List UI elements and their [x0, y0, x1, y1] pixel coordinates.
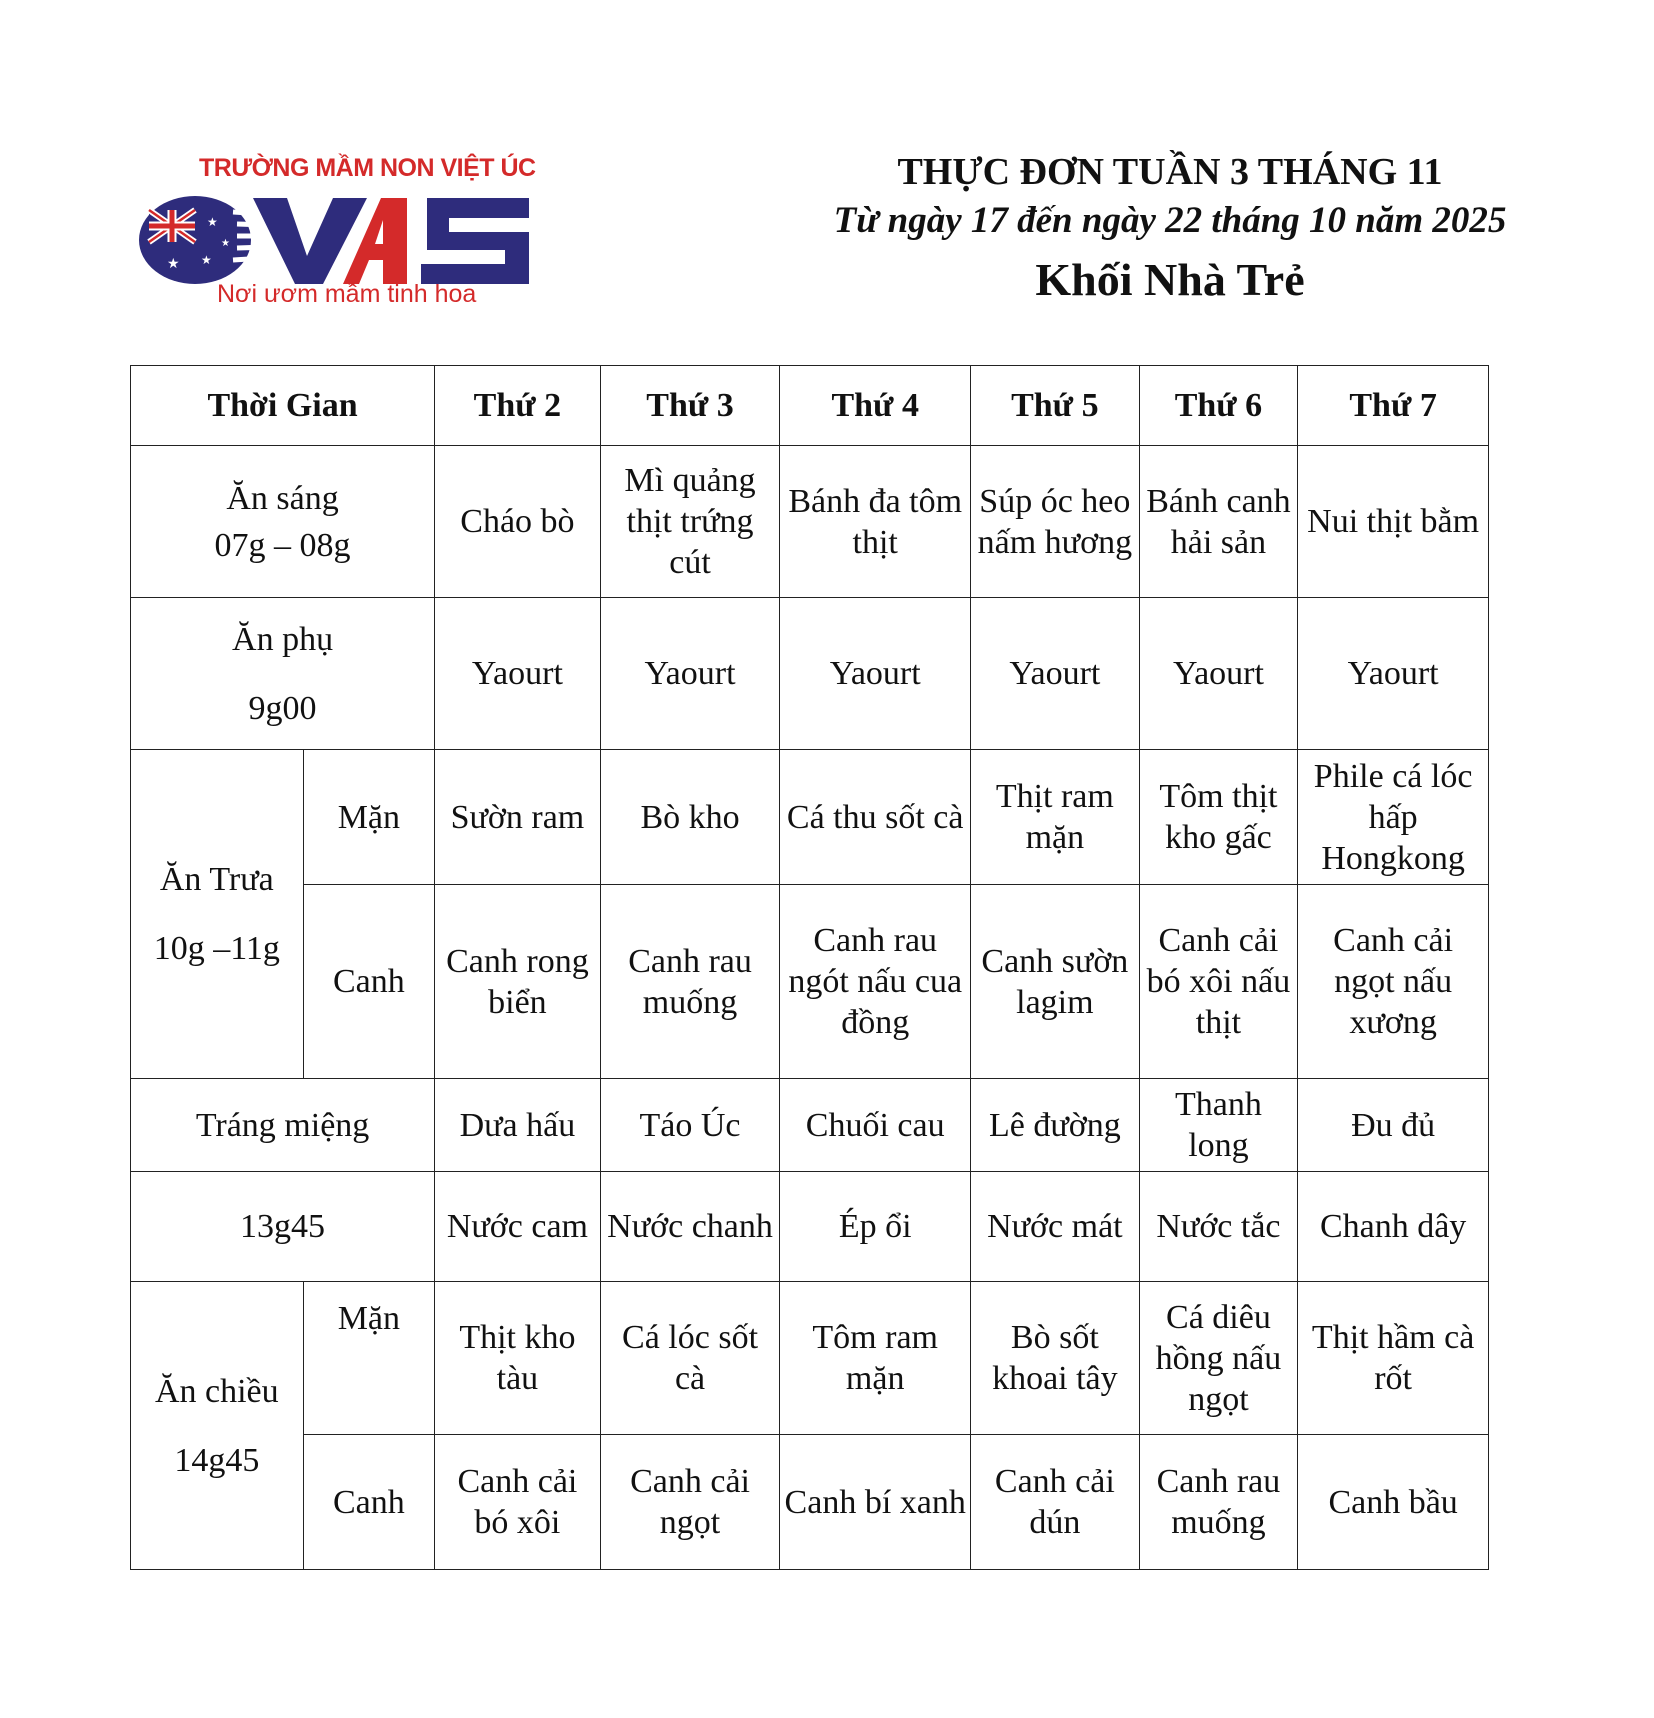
menu-cell: Yaourt [1298, 598, 1489, 750]
school-logo [133, 150, 536, 320]
table-row [131, 598, 1489, 750]
menu-cell: Bánh canh hải sản [1139, 446, 1298, 598]
menu-cell: Canh rau ngót nấu cua đồng [780, 885, 971, 1079]
sub-label-canh: Canh [303, 885, 434, 1079]
menu-cell: Canh cải ngọt [600, 1435, 780, 1570]
menu-cell: Phile cá lóc hấp Hongkong [1298, 750, 1489, 885]
svg-text:★: ★ [207, 215, 218, 229]
menu-cell: Bò kho [600, 750, 780, 885]
logo-slogan: Nơi ươm mầm tinh hoa [217, 280, 477, 308]
sub-label-man: Mặn [303, 1282, 434, 1435]
header-day: Thứ 3 [600, 366, 780, 446]
menu-cell: Canh rau muống [600, 885, 780, 1079]
table-row [131, 1079, 1489, 1172]
menu-cell: Sườn ram [435, 750, 601, 885]
menu-cell: Canh cải ngọt nấu xương [1298, 885, 1489, 1079]
header-day: Thứ 2 [435, 366, 601, 446]
menu-cell: Yaourt [971, 598, 1140, 750]
menu-cell: Bò sốt khoai tây [971, 1282, 1140, 1435]
row-label-trang-mieng: Tráng miệng [131, 1079, 435, 1172]
menu-cell: Yaourt [600, 598, 780, 750]
menu-cell: Cháo bò [435, 446, 601, 598]
menu-cell: Đu đủ [1298, 1079, 1489, 1172]
meal-time: 14g45 [174, 1441, 260, 1479]
sub-label-man: Mặn [303, 750, 434, 885]
menu-cell: Chuối cau [780, 1079, 971, 1172]
table-row [131, 446, 1489, 598]
header-day: Thứ 6 [1139, 366, 1298, 446]
menu-cell: Canh cải bó xôi [435, 1435, 601, 1570]
meal-name: Ăn Trưa [159, 861, 274, 898]
menu-cell: Yaourt [780, 598, 971, 750]
row-label-an-chieu [131, 1282, 304, 1570]
meal-time: 10g –11g [153, 930, 280, 967]
header-time: Thời Gian [131, 366, 435, 446]
menu-cell: Tôm thịt kho gấc [1139, 750, 1298, 885]
menu-header [770, 148, 1570, 310]
header-day: Thứ 4 [780, 366, 971, 446]
menu-cell: Canh sườn lagim [971, 885, 1140, 1079]
menu-cell: Nước chanh [600, 1172, 780, 1282]
menu-cell: Nước cam [435, 1172, 601, 1282]
menu-cell: Cá diêu hồng nấu ngọt [1139, 1282, 1298, 1435]
menu-cell: Mì quảng thịt trứng cút [600, 446, 780, 598]
class-block: Khối Nhà Trẻ [1035, 254, 1305, 305]
meal-name: Ăn sáng [226, 479, 339, 517]
svg-text:★: ★ [221, 238, 230, 249]
weekly-menu-table [130, 365, 1489, 1570]
sub-label-canh: Canh [303, 1435, 434, 1570]
logo-school-name: TRƯỜNG MẦM NON VIỆT ÚC [199, 154, 536, 182]
menu-cell: Thịt hầm cà rốt [1298, 1282, 1489, 1435]
menu-cell: Canh rau muống [1139, 1435, 1298, 1570]
menu-cell: Thịt kho tàu [435, 1282, 601, 1435]
menu-cell: Canh rong biển [435, 885, 601, 1079]
row-label-an-sang [131, 446, 435, 598]
meal-time: 07g – 08g [214, 526, 351, 564]
table-header-row [131, 366, 1489, 446]
page-title: THỰC ĐƠN TUẦN 3 THÁNG 11 [897, 151, 1443, 193]
menu-cell: Yaourt [1139, 598, 1298, 750]
menu-cell: Canh bí xanh [780, 1435, 971, 1570]
menu-cell: Lê đường [971, 1079, 1140, 1172]
menu-cell: Thanh long [1139, 1079, 1298, 1172]
menu-cell: Canh cải dún [971, 1435, 1140, 1570]
menu-cell: Cá thu sốt cà [780, 750, 971, 885]
menu-cell: Nước mát [971, 1172, 1140, 1282]
table-row [131, 1172, 1489, 1282]
menu-cell: Thịt ram mặn [971, 750, 1140, 885]
header-day: Thứ 7 [1298, 366, 1489, 446]
menu-cell: Nước tắc [1139, 1172, 1298, 1282]
table-row [131, 1282, 1489, 1435]
menu-cell: Yaourt [435, 598, 601, 750]
table-row [131, 885, 1489, 1079]
table-row [131, 750, 1489, 885]
menu-cell: Dưa hấu [435, 1079, 601, 1172]
menu-cell: Canh bầu [1298, 1435, 1489, 1570]
svg-text:★: ★ [201, 253, 212, 267]
menu-cell: Súp óc heo nấm hương [971, 446, 1140, 598]
header-day: Thứ 5 [971, 366, 1140, 446]
meal-name: Ăn phụ [232, 620, 334, 658]
menu-cell: Tôm ram mặn [780, 1282, 971, 1435]
row-label-13g45: 13g45 [131, 1172, 435, 1282]
menu-cell: Ép ổi [780, 1172, 971, 1282]
svg-text:★: ★ [167, 256, 180, 272]
row-label-an-phu [131, 598, 435, 750]
menu-cell: Bánh đa tôm thịt [780, 446, 971, 598]
menu-cell: Táo Úc [600, 1079, 780, 1172]
menu-cell: Nui thịt bằm [1298, 446, 1489, 598]
row-label-an-trua [131, 750, 304, 1079]
meal-time: 9g00 [248, 689, 317, 727]
logo-vas-mark [137, 190, 533, 290]
menu-cell: Canh cải bó xôi nấu thịt [1139, 885, 1298, 1079]
menu-cell: Cá lóc sốt cà [600, 1282, 780, 1435]
meal-name: Ăn chiều [154, 1372, 279, 1410]
date-range: Từ ngày 17 đến ngày 22 tháng 10 năm 2025 [833, 200, 1507, 241]
menu-cell: Chanh dây [1298, 1172, 1489, 1282]
table-row [131, 1435, 1489, 1570]
